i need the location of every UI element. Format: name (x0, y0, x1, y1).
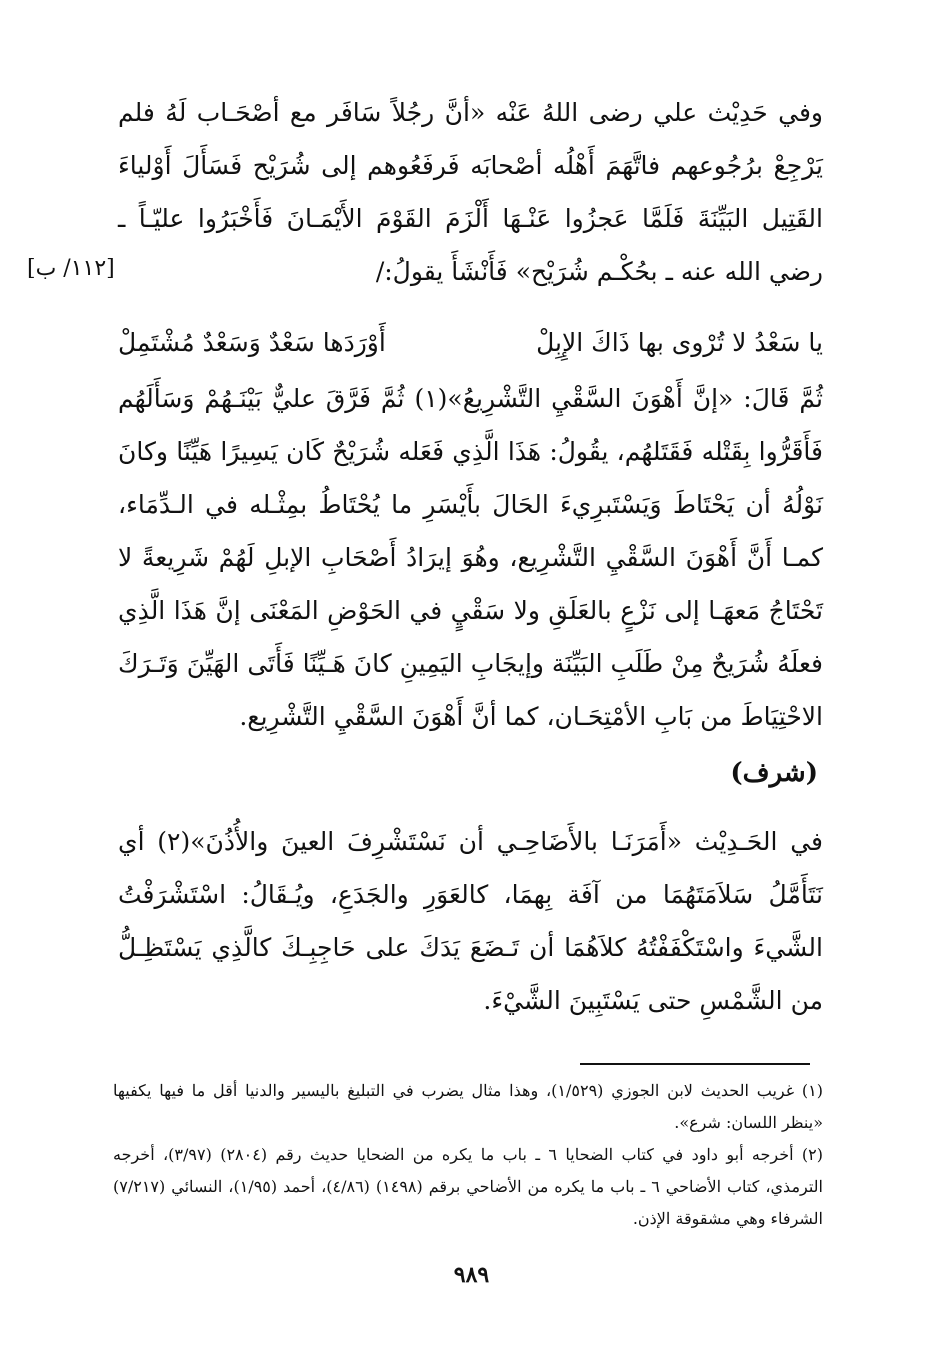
entry-heading: (شرف) (730, 758, 818, 788)
verse-first-hemistich: يا سَعْدُ لا تُرْوى بها ذَاكَ الإِبِلْ (536, 328, 823, 357)
footnotes (113, 1075, 823, 1235)
verse-second-hemistich: أَوْرَدَها سَعْدٌ وَسَعْدٌ مُشْتَمِلْ (118, 328, 386, 357)
manuscript-folio-reference: [١١٢/ ب] (27, 256, 115, 281)
paragraph-hadith-ali: وفي حَدِيْث علي رضى اللهُ عَنْه «أنَّ رجُلاً سَافَر مع أصْحَـاب لَهُ فلم يَرْجِعْ برُجُوعهم فاتَّهَمَ أَهْلُه أصْحابَه فَرفَعُوهم إلى شُرَيْح فَسَأَلَ أَوْلياءَ القَتِيل البَيِّنَةَ فَلَمَّا عَجزُوا عَنْـهَا أَلْزَمَ القَوْمَ الأَيْمَـانَ فَأَخْبَرُوا عليّـاً ـ رضي الله عنه ـ بحُكْـم شُرَيْح» فَأَنْشَأَ يقولُ:/ (118, 98, 823, 286)
paragraph-hadith-adahi: في الحَـدِيْث «أَمَرَنَـا بالأَضَاحِـي أن نَسْتَشْرِفَ العينَ والأُذُنَ»(٢) أي نَتَأَمَّلُ سَلاَمَتَهُمَا من آفَة بِهمَا، كالعَوَرِ والجَدَعِ، ويُـقَالُ: اسْتَشْرَفْتُ الشَّيءَ واسْتَكْفَفْتُهُ كلاَهُمَا أن تَـضَعَ يَدَكَ على حَاجِبِـكَ كالَّذِي يَسْتَظِـلُّ من الشَّمْسِ حتى يَسْتَبِينَ الشَّيْءَ. (118, 827, 823, 1015)
footnote-1: (١) غريب الحديث لابن الجوزي (١/٥٢٩)، وهذا مثال يضرب في التبليغ باليسير والدنيا أقل ما فيها يكفيها «ينظر اللسان: شرع». (113, 1081, 823, 1132)
footnote-divider (580, 1063, 810, 1065)
footnote-2: (٢) أخرجه أبو داود في كتاب الضحايا ٦ ـ باب ما يكره من الضحايا حديث رقم (٢٨٠٤) (٣/٩٧)، أخرجه الترمذي، كتاب الأضاحي ٦ ـ باب ما يكره من الأضاحي برقم (١٤٩٨) (٤/٨٦)، أحمد (١/٩٥)، النسائي (٧/٢١٧) الشرفاء وهي مشقوقة الإذن. (113, 1145, 824, 1228)
paragraph-explanation: ثُمَّ قَالَ: «إنَّ أَهْوَنَ السَّقْيِ التَّشْرِيعُ»(١) ثُمَّ فَرَّقَ عليٌّ بَيْنَـهُمْ وَسَأَلَهُم فَأَقَرُّوا بِقَتْله فَقَتَلهُم، يقُولُ: هَذَا الَّذِي فَعَله شُرَيْحٌ كَان يَسِيرًا هَيِّنًا وكانَ نَوْلُهُ أن يَحْتَاطَ وَيَسْتَبرِيءَ الحَالَ بأَيْسَرِ ما يُحْتَاطُ بمِثْـله في الـدِّمَاء، كمـا أَنَّ أَهْوَنَ السَّقْيِ التَّشْرِيع، وهُوَ إيرَادُ أَصْحَابِ الإبلِ لَهُمْ شَرِيعةً لا تَحْتَاجُ مَعهَـا إلى نَزْعٍ بالعَلَقِ ولا سَقْيٍ في الحَوْضِ المَعْنَى إنَّ هَذَا الَّذِي فعلَهُ شُرَيحٌ مِنْ طَلَبِ البَيِّنَة وإيجَابِ اليَمِينِ كانَ هَـيِّنًا فَأَتَى الهَيِّنَ وَتَـرَكَ الاحْتِيَاطَ من بَابِ الأمْتِحَـان، كما أنَّ أَهْوَنَ السَّقْيِ التَّشْرِيع. (118, 384, 823, 731)
poetry-verse (118, 316, 823, 369)
page-number: ٩٨٩ (453, 1262, 490, 1288)
